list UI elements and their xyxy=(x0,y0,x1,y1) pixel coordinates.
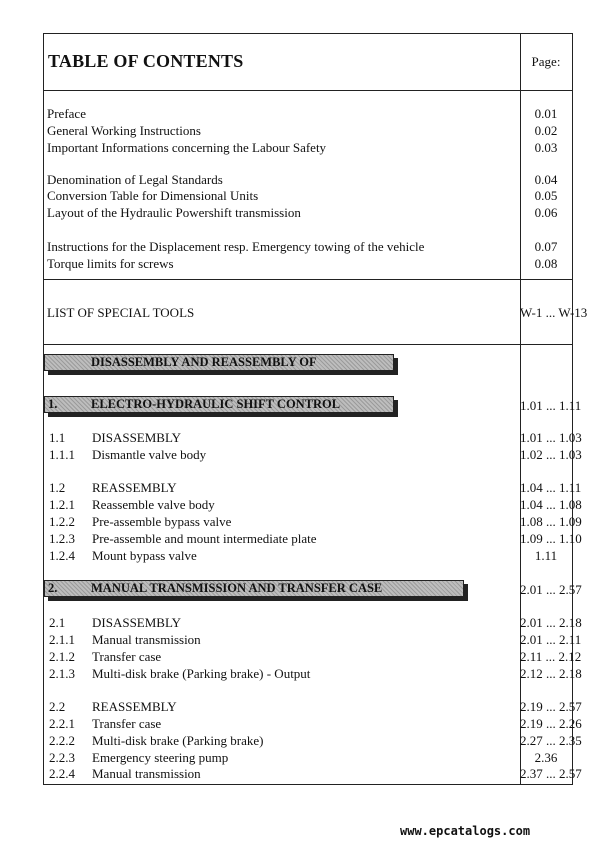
entry-number: 1.2 xyxy=(49,480,66,495)
toc-entry-page: W-1 ... W-13 xyxy=(520,305,588,320)
toc-entry-page: 0.01 xyxy=(534,106,558,121)
page-title: TABLE OF CONTENTS xyxy=(48,51,244,71)
toc-entry-page: 0.05 xyxy=(534,188,558,203)
entry-title: Pre-assemble and mount intermediate plate xyxy=(92,531,317,546)
entry-number: 2.1.3 xyxy=(49,666,75,681)
entry-title: Manual transmission xyxy=(92,632,201,647)
entry-title: REASSEMBLY xyxy=(92,480,177,495)
section-number: 1. xyxy=(48,397,58,411)
entry-number: 2.2.3 xyxy=(49,750,75,765)
entry-title: Multi-disk brake (Parking brake) xyxy=(92,733,264,748)
toc-entry-conversion-table: Conversion Table for Dimensional Units xyxy=(47,188,259,203)
entry-page: 1.02 ... 1.03 xyxy=(520,447,582,462)
entry-page: 1.04 ... 1.11 xyxy=(520,480,582,495)
entry-page: 1.01 ... 1.03 xyxy=(520,430,582,445)
toc-entry-page: 0.06 xyxy=(534,205,558,220)
entry-page: 2.19 ... 2.57 xyxy=(520,699,582,714)
entry-number: 2.2 xyxy=(49,699,66,714)
entry-title: Emergency steering pump xyxy=(92,750,229,765)
entry-page: 2.12 ... 2.18 xyxy=(520,666,582,681)
page-column-header: Page: xyxy=(531,54,561,69)
entry-number: 1.1.1 xyxy=(49,447,75,462)
website-watermark: www.epcatalogs.com xyxy=(400,824,531,838)
section-title: MANUAL TRANSMISSION AND TRANSFER CASE xyxy=(91,581,383,595)
entry-number: 2.1 xyxy=(49,615,66,630)
entry-title: Transfer case xyxy=(92,649,162,664)
entry-title: REASSEMBLY xyxy=(92,699,177,714)
entry-page: 1.09 ... 1.10 xyxy=(520,531,582,546)
entry-page: 1.11 xyxy=(534,548,558,563)
entry-title: Manual transmission xyxy=(92,766,201,781)
section-header-label: DISASSEMBLY AND REASSEMBLY OF xyxy=(91,355,317,369)
entry-number: 2.1.1 xyxy=(49,632,75,647)
entry-page: 2.19 ... 2.26 xyxy=(520,716,582,731)
section-page: 1.01 ... 1.11 xyxy=(520,398,582,413)
toc-entry-legal-standards: Denomination of Legal Standards xyxy=(47,172,223,187)
entry-title: Pre-assemble bypass valve xyxy=(92,514,232,529)
entry-title: Multi-disk brake (Parking brake) - Output xyxy=(92,666,311,681)
header-divider xyxy=(44,90,572,91)
toc-entry-page: 0.08 xyxy=(534,256,558,271)
entry-number: 2.2.4 xyxy=(49,766,75,781)
toc-entry-page: 0.02 xyxy=(534,123,558,138)
section-page: 2.01 ... 2.57 xyxy=(520,582,582,597)
toc-entry-special-tools: LIST OF SPECIAL TOOLS xyxy=(47,305,195,320)
entry-title: DISASSEMBLY xyxy=(92,615,181,630)
entry-page: 2.37 ... 2.57 xyxy=(520,766,582,781)
toc-entry-general-working-instructions: General Working Instructions xyxy=(47,123,201,138)
toc-entry-page: 0.07 xyxy=(534,239,558,254)
entry-page: 2.01 ... 2.18 xyxy=(520,615,582,630)
toc-entry-preface: Preface xyxy=(47,106,86,121)
entry-title: Transfer case xyxy=(92,716,162,731)
entry-page: 2.27 ... 2.35 xyxy=(520,733,582,748)
entry-title: Mount bypass valve xyxy=(92,548,197,563)
entry-page: 1.04 ... 1.08 xyxy=(520,497,582,512)
entry-number: 1.2.2 xyxy=(49,514,75,529)
section-2-band xyxy=(44,580,464,597)
special-tools-divider xyxy=(44,344,572,345)
entry-page: 1.08 ... 1.09 xyxy=(520,514,582,529)
entry-page: 2.01 ... 2.11 xyxy=(520,632,582,647)
toc-entry-towing-instructions: Instructions for the Displacement resp. Emergency towing of the vehicle xyxy=(47,239,425,254)
section-1-band xyxy=(44,396,394,413)
toc-entry-layout: Layout of the Hydraulic Powershift transmission xyxy=(47,205,301,220)
entry-number: 2.2.2 xyxy=(49,733,75,748)
toc-entry-labour-safety: Important Informations concerning the Labour Safety xyxy=(47,140,327,155)
section-title: ELECTRO-HYDRAULIC SHIFT CONTROL xyxy=(91,397,341,411)
entry-title: DISASSEMBLY xyxy=(92,430,181,445)
entry-number: 2.2.1 xyxy=(49,716,75,731)
entry-number: 1.2.1 xyxy=(49,497,75,512)
entry-number: 2.1.2 xyxy=(49,649,75,664)
section-header-band xyxy=(44,354,394,371)
entry-page: 2.36 xyxy=(534,750,558,765)
entry-title: Dismantle valve body xyxy=(92,447,207,462)
section-number: 2. xyxy=(48,581,58,595)
entry-number: 1.1 xyxy=(49,430,66,445)
toc-entry-page: 0.04 xyxy=(534,172,558,187)
toc-entry-torque-limits: Torque limits for screws xyxy=(47,256,174,271)
entry-number: 1.2.3 xyxy=(49,531,75,546)
toc-table xyxy=(43,33,588,785)
intro-divider xyxy=(44,279,572,280)
entry-number: 1.2.4 xyxy=(49,548,75,563)
toc-entry-page: 0.03 xyxy=(534,140,558,155)
entry-page: 2.11 ... 2.12 xyxy=(520,649,582,664)
entry-title: Reassemble valve body xyxy=(92,497,215,512)
